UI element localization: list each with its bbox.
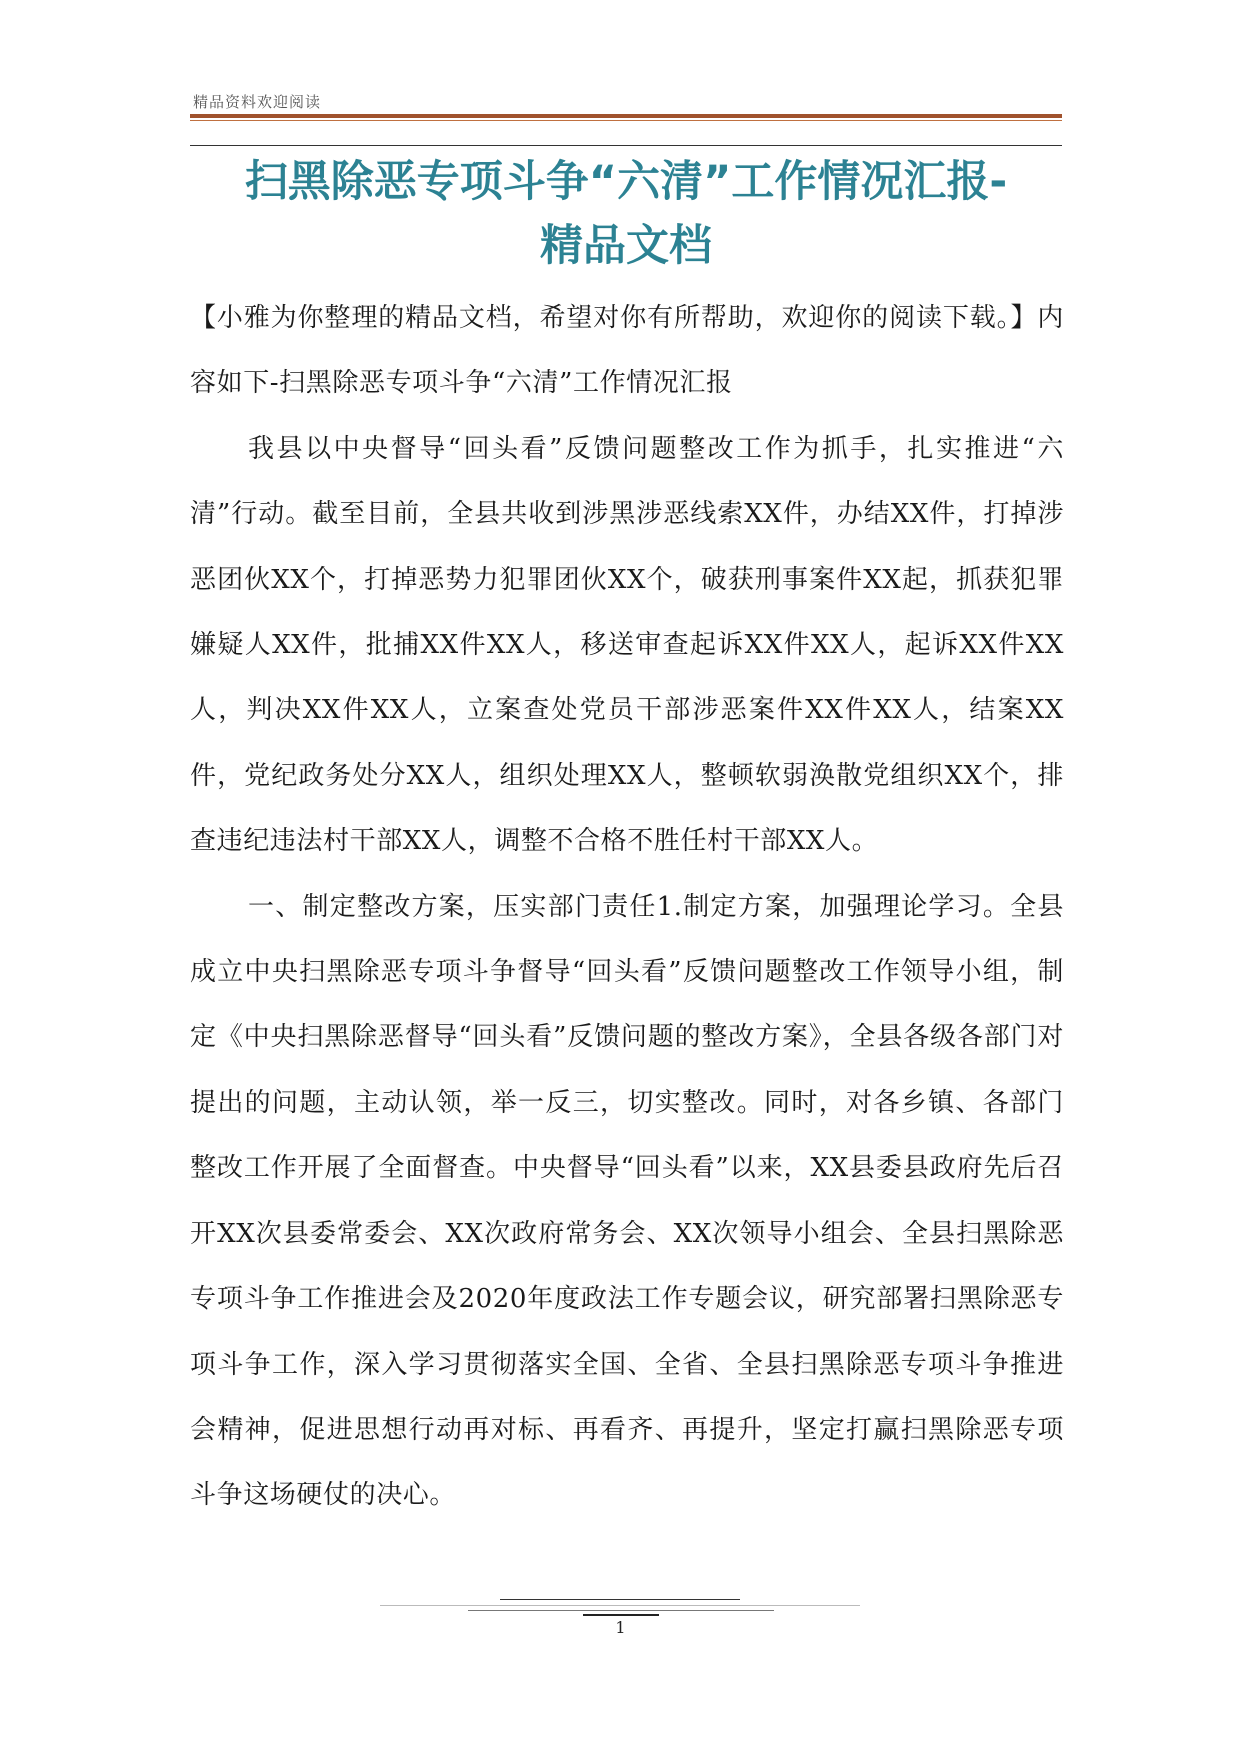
document-title — [190, 150, 1062, 278]
title-line-1: 扫黑除恶专项斗争“六清”工作情况汇报- — [244, 157, 1008, 207]
header-rule-thin — [190, 120, 1062, 121]
page-header-text: 精品资料欢迎阅读 — [193, 93, 322, 111]
section-one-paragraph: 一、制定整改方案，压实部门责任1.制定方案，加强理论学习。全县成立中央扫黑除恶专项斗争督导“回头看”反馈问题整改工作领导小组，制定《中央扫黑除恶督导“回头看”反馈问题的整改方案》，全县各级各部门对提出的问题，主动认领，举一反三，切实整改。同时，对各乡镇、各部门整改工作开展了全面督查。中央督导“回头看”以来，XX县委县政府先后召开XX次县委常委会、XX次政府常务会、XX次领导小组会、全县扫黑除恶专项斗争工作推进会及2020年度政法工作专题会议，研究部署扫黑除恶专项斗争工作，深入学习贯彻落实全国、全省、全县扫黑除恶专项斗争推进会精神，促进思想行动再对标、再看齐、再提升，坚定打赢扫黑除恶专项斗争这场硬仗的决心。 — [190, 891, 1064, 1511]
page-number: 1 — [615, 1618, 626, 1637]
footer-rule — [500, 1599, 740, 1600]
footer-rule — [583, 1614, 659, 1616]
summary-paragraph: 我县以中央督导“回头看”反馈问题整改工作为抓手，扎实推进“六清”行动。截至目前，全县共收到涉黑涉恶线索XX件，办结XX件，打掉涉恶团伙XX个，打掉恶势力犯罪团伙XX个，破获刑事案件XX起，抓获犯罪嫌疑人XX件，批捕XX件XX人，移送审查起诉XX件XX人，起诉XX件XX人，判决XX件XX人，立案查处党员干部涉恶案件XX件XX人，结案XX件，党纪政务处分XX人，组织处理XX人，整顿软弱涣散党组织XX个，排查违纪违法村干部XX人，调整不合格不胜任村干部XX人。 — [190, 433, 1064, 857]
intro-paragraph: 【小雅为你整理的精品文档，希望对你有所帮助，欢迎你的阅读下载。】内容如下-扫黑除恶专项斗争“六清”工作情况汇报 — [190, 303, 1064, 399]
header-rule-dark — [190, 145, 1062, 146]
footer-rule — [380, 1605, 860, 1606]
document-body — [190, 286, 1064, 1529]
header-rule-thick — [190, 114, 1062, 118]
title-line-2: 精品文档 — [540, 221, 712, 271]
footer-rule — [468, 1610, 774, 1611]
